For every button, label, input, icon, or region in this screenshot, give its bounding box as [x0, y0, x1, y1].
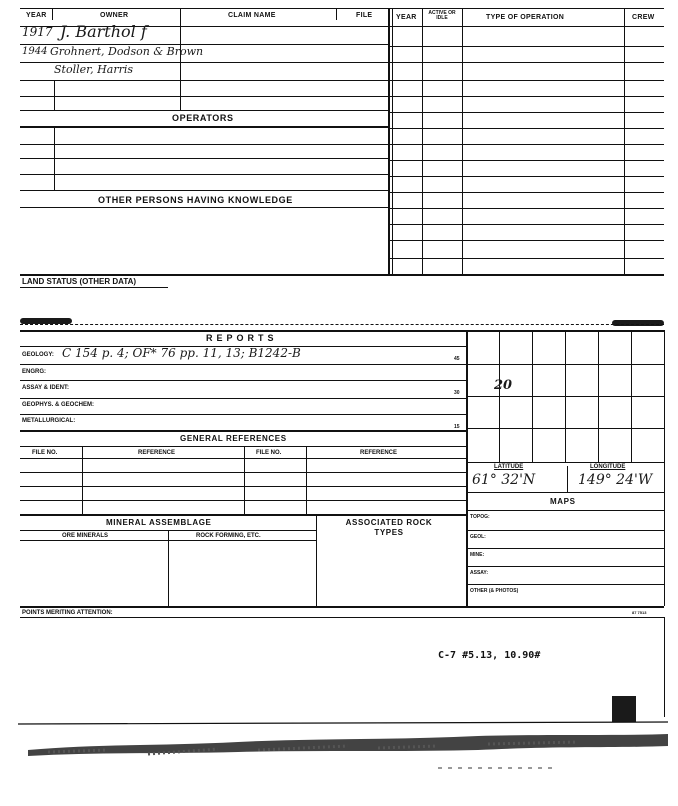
rule — [20, 430, 466, 432]
rule — [466, 462, 664, 463]
owner-row-1-name: J. Barthol f — [60, 22, 147, 41]
rule — [466, 584, 664, 585]
header-file: FILE — [356, 12, 373, 19]
ref-header-reference-2: REFERENCE — [360, 450, 398, 456]
report-label-engrg: ENGRG: — [22, 369, 46, 375]
rule — [422, 8, 423, 274]
rule — [20, 486, 466, 487]
rock-forming-header: ROCK FORMING, ETC. — [196, 533, 261, 539]
rule — [664, 617, 665, 717]
rule — [466, 510, 664, 511]
rule — [390, 26, 664, 27]
operators-title: OPERATORS — [172, 113, 234, 123]
rule — [390, 62, 664, 63]
maps-assay: ASSAY: — [470, 570, 489, 576]
header-type-of-operation: TYPE OF OPERATION — [486, 14, 565, 21]
rule — [54, 126, 55, 190]
header-crew: CREW — [632, 14, 655, 21]
rule — [567, 466, 568, 492]
rule — [20, 617, 664, 618]
rule — [20, 380, 466, 381]
scan-noise-band — [18, 716, 668, 776]
rule — [20, 274, 664, 276]
rule — [664, 330, 665, 606]
longitude-label: LONGITUDE — [590, 464, 626, 470]
form-code: 87 7513 — [632, 610, 647, 615]
rule — [20, 472, 466, 473]
maps-topog: TOPOG: — [470, 514, 490, 520]
header-active-idle: ACTIVE OR IDLE — [428, 10, 456, 21]
rule — [306, 446, 307, 514]
report-label-geology: GEOLOGY: — [22, 352, 54, 358]
header-op-year: YEAR — [396, 14, 417, 21]
rule — [388, 8, 390, 274]
owner-row-2-year: 1944 — [22, 46, 48, 57]
rule — [54, 80, 55, 110]
owner-row-3-name: Stoller, Harris — [54, 63, 133, 76]
rule — [20, 8, 390, 9]
rule — [20, 207, 390, 208]
rule — [390, 208, 664, 209]
rule — [466, 364, 664, 365]
header-year: YEAR — [26, 12, 47, 19]
maps-mine: MINE: — [470, 552, 485, 558]
rule — [392, 8, 393, 274]
rule — [466, 492, 664, 493]
rule — [390, 46, 664, 47]
rule — [390, 258, 664, 259]
rule — [20, 110, 390, 111]
longitude-value: 149° 24'W — [578, 472, 653, 488]
rule — [466, 428, 664, 429]
rule — [168, 530, 169, 606]
report-label-geophys: GEOPHYS. & GEOCHEM: — [22, 402, 95, 408]
rule — [390, 8, 664, 9]
rule — [20, 158, 390, 159]
latitude-label: LATITUDE — [494, 464, 524, 470]
maps-title: MAPS — [550, 497, 576, 506]
report-label-assay: ASSAY & IDENT: — [22, 385, 70, 391]
latitude-value: 61° 32'N — [472, 472, 536, 488]
rule — [624, 8, 625, 274]
rule — [462, 8, 463, 274]
rule — [466, 566, 664, 567]
header-owner: OWNER — [100, 12, 129, 19]
rule — [20, 174, 390, 175]
general-references-title: GENERAL REFERENCES — [180, 434, 287, 443]
rule — [390, 128, 664, 129]
reports-title: REPORTS — [206, 333, 278, 343]
scan-artifact — [612, 320, 664, 326]
rule — [466, 396, 664, 397]
other-persons-title: OTHER PERSONS HAVING KNOWLEDGE — [98, 195, 293, 205]
rule — [20, 287, 168, 288]
owner-row-1-year: 1917 — [22, 25, 53, 39]
report-num-metallurgical: 15 — [454, 424, 460, 430]
rule — [20, 126, 390, 128]
report-num-geology: 45 — [454, 356, 460, 362]
rule — [336, 8, 337, 20]
rule — [20, 96, 390, 97]
rule — [390, 176, 664, 177]
rule — [466, 330, 468, 606]
report-value-geology: C 154 p. 4; OF* 76 pp. 11, 13; B1242-B — [62, 346, 301, 360]
maps-other: OTHER (& PHOTOS) — [470, 588, 519, 594]
rule — [20, 330, 664, 332]
rule — [20, 398, 466, 399]
header-claim-name: CLAIM NAME — [228, 12, 276, 19]
rule — [20, 144, 390, 145]
land-status-title: LAND STATUS (OTHER DATA) — [22, 277, 137, 286]
rule — [20, 414, 466, 415]
rule — [180, 8, 181, 110]
rule — [390, 240, 664, 241]
rule — [466, 530, 664, 531]
maps-geol: GEOL: — [470, 534, 486, 540]
rule — [20, 324, 664, 325]
rule — [390, 80, 664, 81]
ref-header-reference-1: REFERENCE — [138, 450, 176, 456]
rule — [390, 160, 664, 161]
rule — [20, 514, 466, 516]
points-title: POINTS MERITING ATTENTION: — [22, 610, 113, 616]
associated-rock-types-title: ASSOCIATED ROCK TYPES — [345, 518, 433, 537]
ore-minerals-header: ORE MINERALS — [62, 533, 109, 539]
rule — [82, 446, 83, 514]
rule — [20, 446, 466, 447]
rule — [466, 548, 664, 549]
grid-mark: 20 — [494, 378, 513, 393]
rule — [244, 446, 245, 514]
owner-row-2-name: Grohnert, Dodson & Brown — [50, 45, 204, 58]
report-label-metallurgical: METALLURGICAL: — [22, 418, 76, 424]
rule — [20, 458, 466, 459]
rule — [390, 96, 664, 97]
ref-header-file-no-1: FILE NO. — [32, 450, 58, 456]
rule — [390, 112, 664, 113]
mineral-assemblage-title: MINERAL ASSEMBLAGE — [106, 518, 212, 527]
rule — [20, 364, 466, 365]
rule — [20, 80, 390, 81]
rule — [52, 8, 53, 20]
ref-header-file-no-2: FILE NO. — [256, 450, 282, 456]
rule — [20, 606, 664, 608]
report-num-assay: 30 — [454, 390, 460, 396]
rule — [390, 224, 664, 225]
rule — [390, 192, 664, 193]
rule — [20, 500, 466, 501]
rule — [20, 190, 390, 191]
points-note: C-7 #5.13, 10.90# — [438, 650, 541, 661]
rule — [316, 514, 317, 606]
rule — [390, 144, 664, 145]
